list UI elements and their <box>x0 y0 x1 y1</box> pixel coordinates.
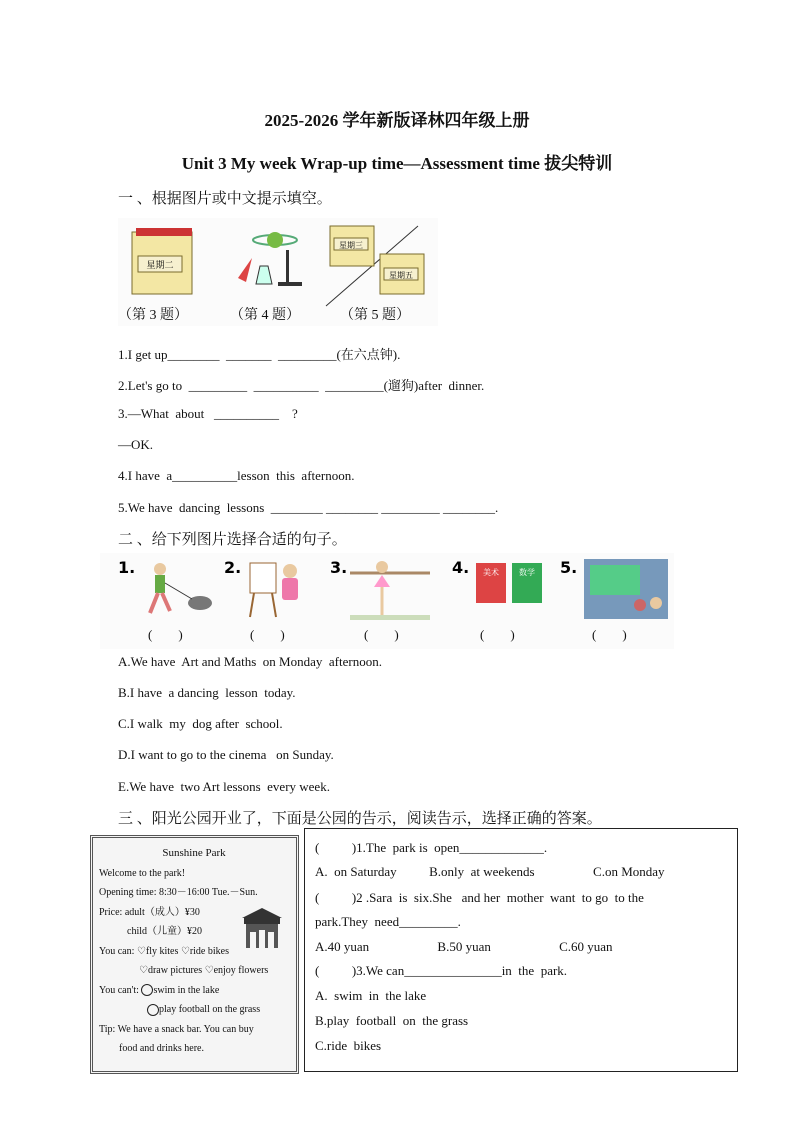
books-icon <box>476 563 542 603</box>
notice-cant-row1: You can't: swim in the lake <box>99 984 220 996</box>
section3-heading: 三 、阳光公园开业了，下面是公园的告示，阅读告示，选择正确的答案。 <box>118 811 602 827</box>
heart-icon: ♡ <box>136 945 146 957</box>
cinema-icon <box>584 559 668 619</box>
notice-welcome: Welcome to the park! <box>99 867 186 879</box>
park-notice <box>90 835 299 1074</box>
svg-text:美术: 美术 <box>483 568 499 577</box>
section1-pictures <box>118 218 438 326</box>
svg-text:星期三: 星期三 <box>339 241 363 250</box>
notice-tip2: food and drinks here. <box>119 1043 204 1054</box>
option-e: E.We have two Art lessons every week. <box>118 779 330 794</box>
heart-icon: ♡ <box>204 965 214 976</box>
ballet-icon <box>350 561 430 620</box>
question-3: ( )3.We can_______________in the park. <box>315 963 568 978</box>
s1-line-1: 1.I get up________ _______ _________(在六点钟). <box>118 347 401 362</box>
answer-blank-5[interactable]: ( ) <box>592 627 627 642</box>
question-2-cont: park.They need_________. <box>315 914 461 929</box>
notice-opening: Opening time: 8:30－16:00 Tue.－Sun. <box>99 887 258 898</box>
park-gate-icon <box>238 904 286 952</box>
question-3-option-c: C.ride bikes <box>315 1038 382 1053</box>
notice-price-child: child（儿童）¥20 <box>127 926 202 937</box>
section2-pictures <box>100 553 674 649</box>
svg-text:3.: 3. <box>330 558 348 577</box>
s1-line-2: 2.Let's go to _________ __________ _________(遛狗)after dinner. <box>118 378 485 393</box>
question-3-option-a: A. swim in the lake <box>315 988 427 1003</box>
caption-q3: （第 3 题） <box>118 308 188 323</box>
svg-text:1.: 1. <box>118 558 136 577</box>
caption-q5: （第 5 题） <box>340 308 410 323</box>
page-title: 2025-2026 学年新版译林四年级上册 <box>264 111 530 130</box>
heart-icon: ♡ <box>180 945 190 957</box>
svg-text:5.: 5. <box>560 558 578 577</box>
svg-text:星期五: 星期五 <box>389 271 413 280</box>
calendar-tuesday-icon <box>132 228 192 294</box>
notice-can-row1: You can: ♡fly kites ♡ride bikes <box>99 945 229 957</box>
section2-heading: 二 、给下列图片选择合适的句子。 <box>118 532 347 548</box>
calendar-label: 星期二 <box>146 261 174 271</box>
page-subtitle: Unit 3 My week Wrap-up time—Assessment time 拔尖特训 <box>181 154 613 173</box>
svg-text:2.: 2. <box>224 558 242 577</box>
s1-line-4: —OK. <box>118 437 154 452</box>
notice-price-adult: Price: adult（成人）¥30 <box>99 906 200 918</box>
svg-text:数学: 数学 <box>519 568 535 577</box>
option-d: D.I want to go to the cinema on Sunday. <box>118 747 334 762</box>
option-a: A.We have Art and Maths on Monday afternoon. <box>118 654 382 669</box>
heart-icon: ♡ <box>139 965 148 976</box>
science-icon <box>238 232 302 286</box>
walk-dog-icon <box>150 563 212 613</box>
notice-tip: Tip: We have a snack bar. You can buy <box>99 1023 254 1035</box>
question-2-options: A.40 yuan B.50 yuan C.60 yuan <box>315 939 613 954</box>
s1-line-6: 5.We have dancing lessons ________ ________ _________ ________. <box>118 500 499 515</box>
answer-blank-1[interactable]: ( ) <box>148 627 183 642</box>
answer-blank-4[interactable]: ( ) <box>480 627 515 642</box>
s1-line-3: 3.—What about __________ ? <box>118 406 298 421</box>
question-3-option-b: B.play football on the grass <box>315 1013 469 1028</box>
notice-can-row2: ♡draw pictures ♡enjoy flowers <box>139 965 269 976</box>
calendar-wed-fri-icon <box>326 226 424 306</box>
circle-icon <box>141 984 153 996</box>
section1-heading: 一 、根据图片或中文提示填空。 <box>118 191 332 207</box>
question-1-options: A. on Saturday B.only at weekends C.on Monday <box>315 864 665 879</box>
answer-blank-2[interactable]: ( ) <box>250 627 285 642</box>
drawing-icon <box>250 563 298 617</box>
question-2: ( )2 .Sara is six.She and her mother want to go to the <box>315 890 644 905</box>
svg-text:4.: 4. <box>452 558 470 577</box>
caption-q4: （第 4 题） <box>230 308 300 323</box>
s1-line-5: 4.I have a__________lesson this afternoon. <box>118 468 355 483</box>
option-c: C.I walk my dog after school. <box>118 716 283 731</box>
question-1: ( )1.The park is open_____________. <box>315 840 548 855</box>
option-b: B.I have a dancing lesson today. <box>118 685 296 700</box>
questions-box <box>304 828 738 1072</box>
notice-cant-row2: play football on the grass <box>99 1000 289 1020</box>
notice-title: Sunshine Park <box>162 847 226 859</box>
circle-icon <box>147 1004 159 1016</box>
answer-blank-3[interactable]: ( ) <box>364 627 399 642</box>
